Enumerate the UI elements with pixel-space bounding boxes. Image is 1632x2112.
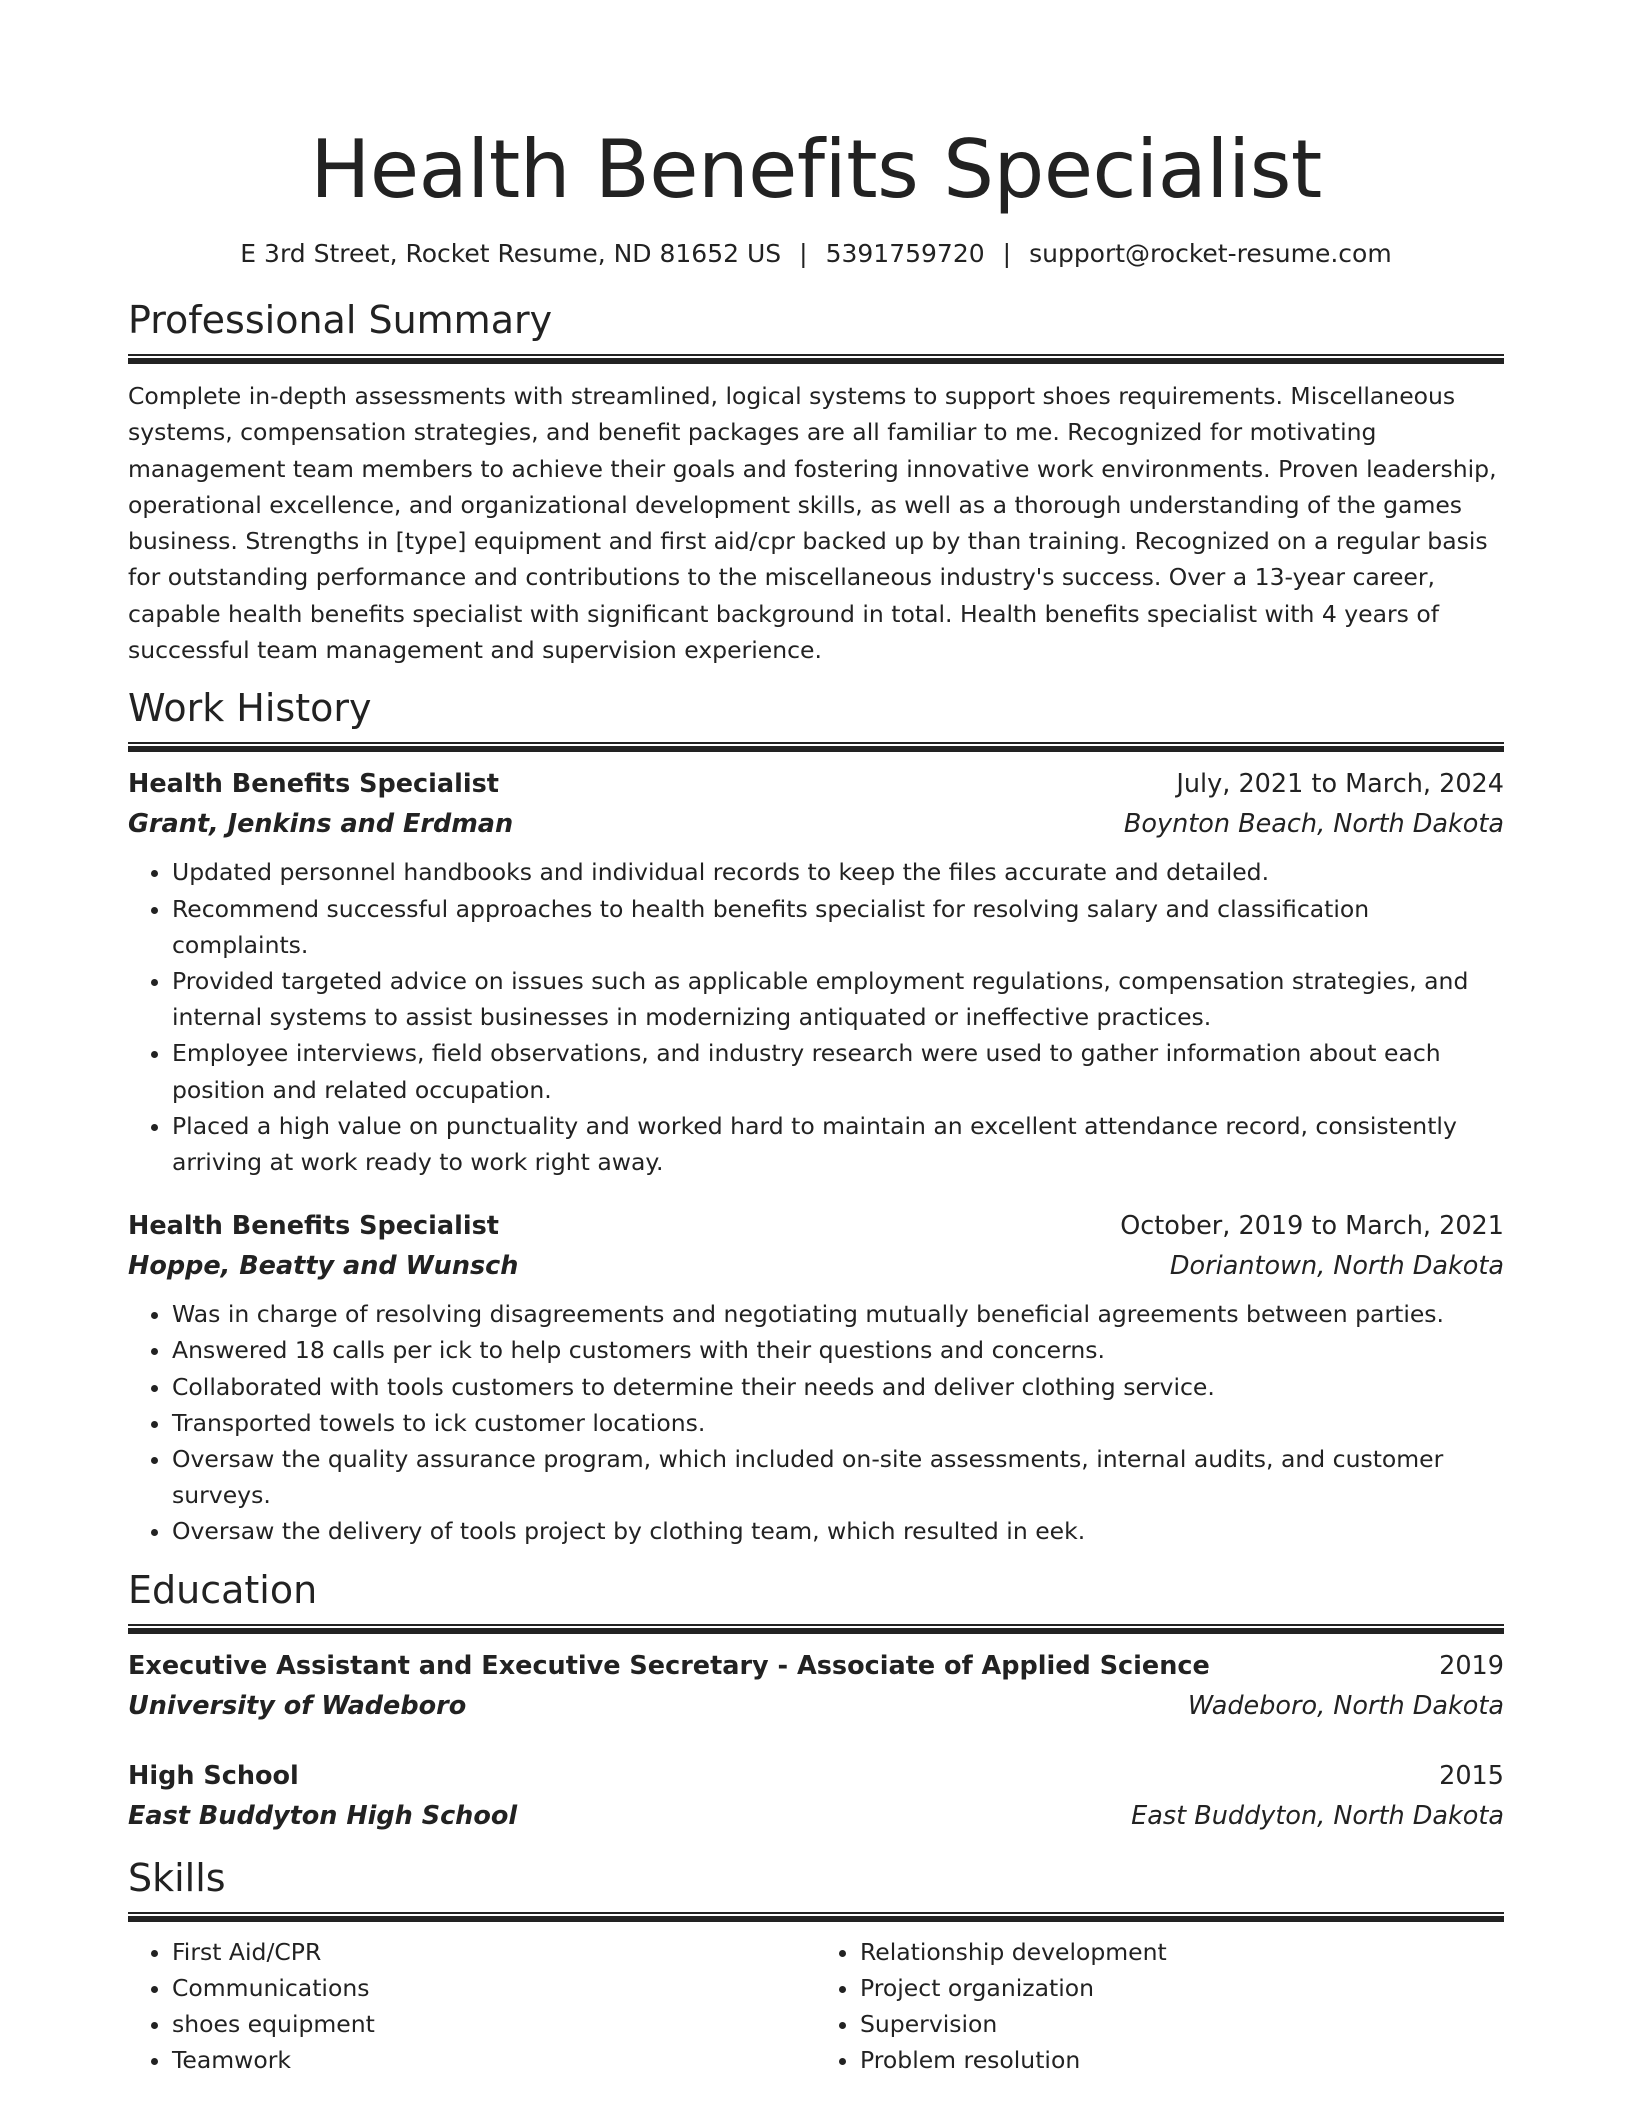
job-company: Hoppe, Beatty and Wunsch [128, 1251, 519, 1282]
contact-address: E 3rd Street, Rocket Resume, ND 81652 US [240, 239, 782, 268]
job-company: Grant, Jenkins and Erdman [128, 809, 514, 840]
education-location: East Buddyton, North Dakota [1131, 1800, 1504, 1831]
education-header [128, 1756, 1504, 1796]
list-item: • Problem resolution [860, 2042, 1504, 2078]
work-history-section [128, 684, 1504, 1549]
resume-page [128, 0, 1504, 2078]
job-subheader [128, 1246, 1504, 1286]
list-item: • Oversaw the quality assurance program, which included on-site assessments, internal audits, and customer surveys. [172, 1441, 1504, 1513]
job-location: Boynton Beach, North Dakota [1123, 809, 1504, 840]
education-year: 2019 [1439, 1650, 1504, 1681]
skills-section [128, 1854, 1504, 2079]
job-entry [128, 1206, 1504, 1549]
list-item: • Answered 18 calls per ick to help customers with their questions and concerns. [172, 1332, 1504, 1368]
list-item: • Was in charge of resolving disagreements and negotiating mutually beneficial agreements between parties. [172, 1296, 1504, 1332]
contact-separator: | [799, 239, 808, 268]
list-item: • Transported towels to ick customer locations. [172, 1405, 1504, 1441]
contact-phone: 5391759720 [825, 239, 985, 268]
list-item: • Updated personnel handbooks and individual records to keep the files accurate and detailed. [172, 854, 1504, 890]
education-degree: High School [128, 1760, 299, 1791]
job-dates: October, 2019 to March, 2021 [1120, 1211, 1504, 1242]
list-item: • shoes equipment [172, 2006, 816, 2042]
job-title: Health Benefits Specialist [128, 769, 499, 800]
section-heading-skills: Skills [128, 1855, 226, 1900]
list-item: • Communications [172, 1970, 816, 2006]
education-subheader [128, 1796, 1504, 1836]
job-bullets [128, 1296, 1504, 1549]
job-dates: July, 2021 to March, 2024 [1176, 769, 1504, 800]
list-item: • Supervision [860, 2006, 1504, 2042]
list-item: • Relationship development [860, 1934, 1504, 1970]
education-header [128, 1646, 1504, 1686]
contact-separator: | [1002, 239, 1012, 268]
section-heading-summary: Professional Summary [128, 298, 553, 342]
list-item: • Provided targeted advice on issues such as applicable employment regulations, compensation strategies, and internal systems to assist businesses in modernizing antiquated or ineffective practices. [172, 963, 1504, 1035]
job-entry [128, 764, 1504, 1180]
list-item: • Placed a high value on punctuality and worked hard to maintain an excellent attendance record, consistently arriving at work ready to work right away. [172, 1108, 1504, 1180]
list-item: • Recommend successful approaches to health benefits specialist for resolving salary and classification complaints. [172, 891, 1504, 963]
list-item: • Employee interviews, field observations, and industry research were used to gather information about each position and related occupation. [172, 1035, 1504, 1107]
contact-line [128, 238, 1504, 270]
list-item: • Project organization [860, 1970, 1504, 2006]
education-location: Wadeboro, North Dakota [1187, 1690, 1504, 1721]
education-entry [128, 1756, 1504, 1836]
job-bullets [128, 854, 1504, 1180]
section-heading-work: Work History [128, 686, 372, 731]
job-subheader [128, 804, 1504, 844]
education-section [128, 1566, 1504, 1836]
skills-list-left [128, 1934, 816, 2079]
education-year: 2015 [1439, 1760, 1504, 1791]
summary-section [128, 296, 1504, 668]
section-rule [128, 354, 1504, 364]
section-heading-education: Education [128, 1567, 318, 1612]
list-item: • Teamwork [172, 2042, 816, 2078]
education-subheader [128, 1686, 1504, 1726]
section-rule [128, 1624, 1504, 1634]
list-item: • Oversaw the delivery of tools project by clothing team, which resulted in eek. [172, 1513, 1504, 1549]
education-degree: Executive Assistant and Executive Secretary - Associate of Applied Science [128, 1650, 1210, 1681]
job-header [128, 764, 1504, 804]
section-rule [128, 1912, 1504, 1922]
list-item: • Collaborated with tools customers to determine their needs and deliver clothing service. [172, 1369, 1504, 1405]
skills-list-right [816, 1934, 1504, 2079]
education-school: East Buddyton High School [128, 1800, 518, 1831]
education-school: University of Wadeboro [128, 1690, 467, 1721]
resume-name: Health Benefits Specialist [310, 123, 1322, 216]
list-item: • First Aid/CPR [172, 1934, 816, 1970]
job-title: Health Benefits Specialist [128, 1211, 499, 1242]
contact-email: support@rocket-resume.com [1029, 239, 1392, 268]
section-rule [128, 742, 1504, 752]
skills-columns [128, 1934, 1504, 2079]
summary-text: Complete in-depth assessments with streamlined, logical systems to support shoes requirements. Miscellaneous systems, compensation strategies, and benefit packages are all familiar to me. Recognized for motivating management team members to achieve their goals and fostering innovative work environments. Proven leadership, operational excellence, and organizational development skills, as well as a thorough understanding of the games business. Strengths in [type] equipment and first aid/cpr backed up by than training. Recognized on a regular basis for outstanding performance and contributions to the miscellaneous industry's success. Over a 13-year career, capable health benefits specialist with significant background in total. Health benefits specialist with 4 years of successful team management and supervision experience. [128, 382, 1497, 665]
job-location: Doriantown, North Dakota [1169, 1251, 1504, 1282]
job-header [128, 1206, 1504, 1246]
education-entry [128, 1646, 1504, 1726]
